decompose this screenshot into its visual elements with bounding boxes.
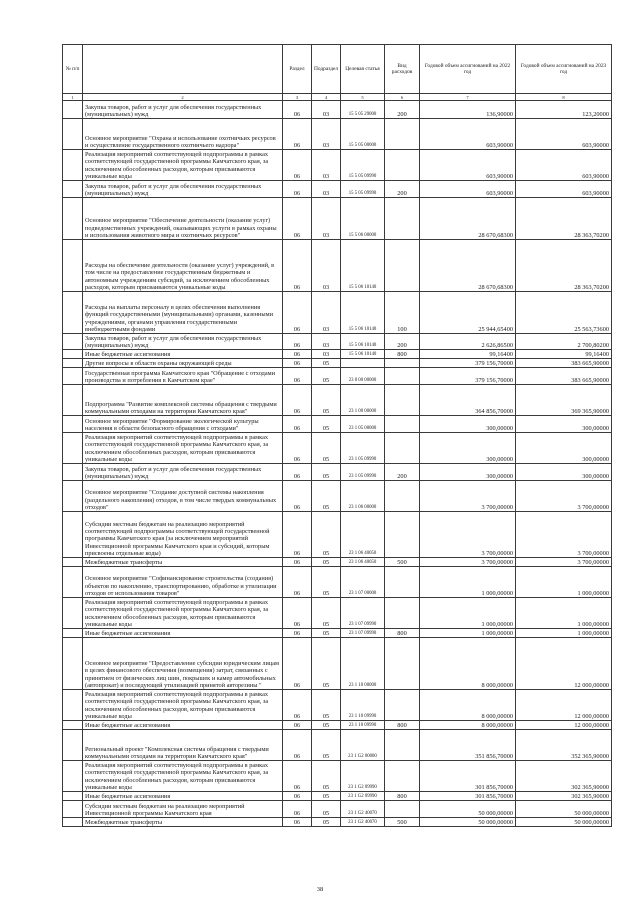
row-amount-2023: 123,20000 xyxy=(516,101,612,119)
row-target: 23 0 00 00000 xyxy=(341,368,385,385)
row-amount-2023: 603,90000 xyxy=(516,150,612,181)
row-subsection: 05 xyxy=(312,690,341,721)
row-section: 06 xyxy=(283,292,312,334)
table-row xyxy=(63,198,612,240)
row-target: 15 5 05 00000 xyxy=(341,119,385,150)
header-2023: Годовой объем ассигнований на 2023 год xyxy=(516,45,612,94)
table-row xyxy=(63,558,612,567)
row-amount-2023: 352 365,90000 xyxy=(516,730,612,761)
row-amount-2023: 302 365,90000 xyxy=(516,761,612,792)
column-number-row xyxy=(63,94,612,101)
row-section: 06 xyxy=(283,512,312,558)
row-target: 23 1 G2 09990 xyxy=(341,761,385,792)
table-row xyxy=(63,292,612,334)
row-section: 06 xyxy=(283,761,312,792)
row-target: 15 5 06 00000 xyxy=(341,198,385,240)
header-target: Целевая статья xyxy=(341,45,385,94)
table-row xyxy=(63,334,612,350)
row-target: 15 5 06 10140 xyxy=(341,292,385,334)
row-amount-2023: 3 700,00000 xyxy=(516,558,612,567)
row-amount-2023: 603,90000 xyxy=(516,181,612,198)
table-row xyxy=(63,119,612,150)
row-amount-2022: 99,16400 xyxy=(420,350,516,359)
row-num xyxy=(63,558,83,567)
row-amount-2023: 2 700,80200 xyxy=(516,334,612,350)
table-row xyxy=(63,368,612,385)
row-num xyxy=(63,368,83,385)
row-target: 23 1 05 09990 xyxy=(341,433,385,464)
row-section: 06 xyxy=(283,801,312,818)
row-section: 06 xyxy=(283,792,312,801)
colnum: 7 xyxy=(420,94,516,101)
row-exptype xyxy=(385,359,420,368)
row-exptype: 500 xyxy=(385,558,420,567)
row-amount-2023: 12 000,00000 xyxy=(516,690,612,721)
row-amount-2023: 3 700,00000 xyxy=(516,481,612,512)
row-name: Иные бюджетные ассигнования xyxy=(83,792,283,801)
row-num xyxy=(63,761,83,792)
row-name: Подпрограмма "Развитие комплексной системы обращения с твердыми коммунальными отходами на территории Камчатского края" xyxy=(83,385,283,416)
row-subsection: 05 xyxy=(312,368,341,385)
row-exptype xyxy=(385,730,420,761)
row-amount-2023: 28 363,70200 xyxy=(516,198,612,240)
row-num xyxy=(63,629,83,638)
row-amount-2023: 300,00000 xyxy=(516,464,612,481)
table-row xyxy=(63,512,612,558)
row-section: 06 xyxy=(283,119,312,150)
row-num xyxy=(63,150,83,181)
row-subsection: 05 xyxy=(312,792,341,801)
header-exptype: Вид расходов xyxy=(385,45,420,94)
row-target: 15 5 06 10140 xyxy=(341,334,385,350)
row-num xyxy=(63,385,83,416)
row-amount-2022: 301 856,70000 xyxy=(420,761,516,792)
row-amount-2022: 300,00000 xyxy=(420,464,516,481)
row-name: Реализация мероприятий соответствующей подпрограммы в рамках соответствующей государственной программы Камчатского края, за исключением обособленных расходов, которым присваиваются уникальные коды xyxy=(83,150,283,181)
row-section: 06 xyxy=(283,629,312,638)
table-row xyxy=(63,101,612,119)
table-row xyxy=(63,730,612,761)
row-target: 15 5 05 29000 xyxy=(341,101,385,119)
row-subsection: 03 xyxy=(312,334,341,350)
row-name: Государственная программа Камчатского края "Обращение с отходами производства и потребления в Камчатском крае" xyxy=(83,368,283,385)
row-amount-2023: 369 365,90000 xyxy=(516,385,612,416)
row-amount-2022: 603,90000 xyxy=(420,181,516,198)
row-exptype xyxy=(385,368,420,385)
row-section: 06 xyxy=(283,433,312,464)
row-subsection: 05 xyxy=(312,567,341,598)
row-subsection: 05 xyxy=(312,730,341,761)
row-num xyxy=(63,567,83,598)
row-amount-2023: 302 365,90000 xyxy=(516,792,612,801)
row-exptype: 200 xyxy=(385,101,420,119)
row-target: 23 1 00 00000 xyxy=(341,385,385,416)
row-amount-2022: 2 626,86500 xyxy=(420,334,516,350)
row-amount-2022: 3 700,00000 xyxy=(420,481,516,512)
row-exptype xyxy=(385,567,420,598)
row-subsection: 03 xyxy=(312,350,341,359)
row-exptype xyxy=(385,481,420,512)
row-target: 23 1 10 09990 xyxy=(341,721,385,730)
row-subsection: 03 xyxy=(312,292,341,334)
row-amount-2023: 99,16400 xyxy=(516,350,612,359)
row-amount-2022: 8 000,00000 xyxy=(420,638,516,690)
row-section: 06 xyxy=(283,721,312,730)
row-exptype xyxy=(385,801,420,818)
row-exptype xyxy=(385,385,420,416)
row-num xyxy=(63,792,83,801)
row-subsection: 03 xyxy=(312,198,341,240)
row-subsection: 03 xyxy=(312,119,341,150)
row-amount-2023: 603,90000 xyxy=(516,119,612,150)
table-row xyxy=(63,598,612,629)
table-row xyxy=(63,350,612,359)
row-name: Иные бюджетные ассигнования xyxy=(83,350,283,359)
row-amount-2023: 1 000,00000 xyxy=(516,629,612,638)
row-target: 15 5 05 09990 xyxy=(341,150,385,181)
row-name: Субсидии местным бюджетам на реализацию мероприятий соответствующей подпрограммы соответствующей государственной программы Камчатского края (за исключением мероприятий Инвестиционной программы Камчатского края и субсидий, которым присвоены отдельные коды) xyxy=(83,512,283,558)
row-exptype xyxy=(385,761,420,792)
row-amount-2023: 12 000,00000 xyxy=(516,638,612,690)
row-section: 06 xyxy=(283,334,312,350)
row-name: Региональный проект "Комплексная система обращения с твердыми коммунальными отходами на территории Камчатского края" xyxy=(83,730,283,761)
table-row xyxy=(63,721,612,730)
header-subsection: Подраздел xyxy=(312,45,341,94)
row-name: Расходы на выплаты персоналу в целях обеспечения выполнения функций государственными (муниципальными) органами, казенными учреждениями, органами управления государственными внебюджетными фондами xyxy=(83,292,283,334)
row-exptype: 800 xyxy=(385,792,420,801)
row-amount-2022: 28 670,68300 xyxy=(420,198,516,240)
row-exptype: 200 xyxy=(385,464,420,481)
row-exptype xyxy=(385,198,420,240)
row-name: Межбюджетные трансферты xyxy=(83,818,283,827)
row-amount-2022: 1 000,00000 xyxy=(420,598,516,629)
row-subsection: 05 xyxy=(312,481,341,512)
colnum: 1 xyxy=(63,94,83,101)
row-num xyxy=(63,730,83,761)
row-exptype: 100 xyxy=(385,292,420,334)
row-name: Другие вопросы в области охраны окружающей среды xyxy=(83,359,283,368)
table-row xyxy=(63,818,612,827)
row-section: 06 xyxy=(283,638,312,690)
row-subsection: 05 xyxy=(312,558,341,567)
row-num xyxy=(63,512,83,558)
header-num: № п/п xyxy=(63,45,83,94)
row-subsection: 03 xyxy=(312,150,341,181)
table-row xyxy=(63,359,612,368)
row-amount-2022: 379 156,70000 xyxy=(420,359,516,368)
row-num xyxy=(63,334,83,350)
row-amount-2022: 8 000,00000 xyxy=(420,721,516,730)
row-amount-2022: 300,00000 xyxy=(420,433,516,464)
row-amount-2023: 12 000,00000 xyxy=(516,721,612,730)
table-row xyxy=(63,416,612,433)
row-exptype xyxy=(385,598,420,629)
colnum: 6 xyxy=(385,94,420,101)
row-num xyxy=(63,181,83,198)
row-section: 06 xyxy=(283,690,312,721)
row-exptype xyxy=(385,416,420,433)
row-name: Закупка товаров, работ и услуг для обеспечения государственных (муниципальных) нужд xyxy=(83,464,283,481)
row-subsection: 05 xyxy=(312,512,341,558)
table-row xyxy=(63,801,612,818)
row-name: Основное мероприятие "Создание доступной системы накопления (раздельного накопления) отходов, в том числе твердых коммунальных отходов" xyxy=(83,481,283,512)
row-exptype xyxy=(385,240,420,292)
row-amount-2023: 383 665,90000 xyxy=(516,359,612,368)
row-num xyxy=(63,101,83,119)
row-num xyxy=(63,416,83,433)
colnum: 3 xyxy=(283,94,312,101)
row-subsection: 05 xyxy=(312,761,341,792)
row-name: Реализация мероприятий соответствующей подпрограммы в рамках соответствующей государственной программы Камчатского края, за исключением обособленных расходов, которым присваиваются уникальные коды xyxy=(83,598,283,629)
row-subsection: 03 xyxy=(312,181,341,198)
row-name: Расходы на обеспечение деятельности (оказание услуг) учреждений, в том числе на предоставление государственным бюджетным и автономным учреждениям субсидий, за исключением обособленных расходов, которым присваиваются уникальные коды xyxy=(83,240,283,292)
row-section: 06 xyxy=(283,101,312,119)
table-row xyxy=(63,433,612,464)
row-num xyxy=(63,721,83,730)
row-amount-2022: 364 856,70000 xyxy=(420,385,516,416)
row-target: 23 1 07 00000 xyxy=(341,567,385,598)
row-exptype xyxy=(385,119,420,150)
row-num xyxy=(63,433,83,464)
row-section: 06 xyxy=(283,598,312,629)
table-row xyxy=(63,629,612,638)
row-num xyxy=(63,119,83,150)
row-amount-2022: 379 156,70000 xyxy=(420,368,516,385)
row-name: Основное мероприятие "Предоставление субсидии юридическим лицам в целях финансового обеспечения (возмещения) затрат, связанных с принятием от физических лиц шин, покрышек и камер автомобильных (автопрокат) и последующей утилизацией принятой авторезины " xyxy=(83,638,283,690)
row-num xyxy=(63,240,83,292)
row-exptype xyxy=(385,690,420,721)
row-name: Иные бюджетные ассигнования xyxy=(83,629,283,638)
row-amount-2022: 50 000,00000 xyxy=(420,801,516,818)
row-target: 23 1 G2 40070 xyxy=(341,801,385,818)
row-amount-2022: 50 000,00000 xyxy=(420,818,516,827)
row-num xyxy=(63,350,83,359)
row-exptype: 800 xyxy=(385,350,420,359)
row-target: 15 5 05 09990 xyxy=(341,181,385,198)
row-section: 06 xyxy=(283,567,312,598)
colnum: 5 xyxy=(341,94,385,101)
row-amount-2022: 1 000,00000 xyxy=(420,567,516,598)
row-amount-2022: 1 000,00000 xyxy=(420,629,516,638)
row-subsection: 05 xyxy=(312,359,341,368)
row-section: 06 xyxy=(283,558,312,567)
table-row xyxy=(63,638,612,690)
row-section: 06 xyxy=(283,481,312,512)
row-amount-2023: 50 000,00000 xyxy=(516,818,612,827)
row-subsection: 05 xyxy=(312,801,341,818)
header-section: Раздел xyxy=(283,45,312,94)
row-target: 23 1 10 09990 xyxy=(341,690,385,721)
row-amount-2022: 351 856,70000 xyxy=(420,730,516,761)
row-amount-2023: 28 363,70200 xyxy=(516,240,612,292)
table-header xyxy=(63,45,612,101)
row-subsection: 05 xyxy=(312,721,341,730)
row-target xyxy=(341,359,385,368)
row-exptype xyxy=(385,150,420,181)
row-amount-2023: 25 563,73600 xyxy=(516,292,612,334)
row-target: 23 1 06 40050 xyxy=(341,512,385,558)
row-target: 23 1 G2 40070 xyxy=(341,818,385,827)
row-exptype: 200 xyxy=(385,334,420,350)
header-2022: Годовой объем ассигнований на 2022 год xyxy=(420,45,516,94)
row-target: 15 5 06 10140 xyxy=(341,240,385,292)
row-num xyxy=(63,690,83,721)
row-amount-2022: 301 856,70000 xyxy=(420,792,516,801)
row-amount-2023: 383 665,90000 xyxy=(516,368,612,385)
row-exptype: 800 xyxy=(385,629,420,638)
row-exptype: 500 xyxy=(385,818,420,827)
row-amount-2022: 28 670,68300 xyxy=(420,240,516,292)
row-section: 06 xyxy=(283,350,312,359)
row-subsection: 05 xyxy=(312,433,341,464)
row-section: 06 xyxy=(283,818,312,827)
colnum: 2 xyxy=(83,94,283,101)
table-row xyxy=(63,464,612,481)
row-section: 06 xyxy=(283,181,312,198)
row-section: 06 xyxy=(283,240,312,292)
row-target: 23 1 06 00000 xyxy=(341,481,385,512)
page-number: 38 xyxy=(316,886,324,893)
row-target: 23 1 G2 09990 xyxy=(341,792,385,801)
row-amount-2023: 300,00000 xyxy=(516,433,612,464)
row-num xyxy=(63,481,83,512)
table-row xyxy=(63,181,612,198)
row-name: Субсидии местным бюджетам на реализацию мероприятий Инвестиционной программы Камчатского края xyxy=(83,801,283,818)
row-num xyxy=(63,801,83,818)
row-target: 23 1 G2 00000 xyxy=(341,730,385,761)
row-exptype xyxy=(385,433,420,464)
row-num xyxy=(63,292,83,334)
table-row xyxy=(63,385,612,416)
row-num xyxy=(63,464,83,481)
row-amount-2023: 50 000,00000 xyxy=(516,801,612,818)
row-section: 06 xyxy=(283,368,312,385)
row-section: 06 xyxy=(283,150,312,181)
row-target: 23 1 07 09990 xyxy=(341,598,385,629)
row-name: Закупка товаров, работ и услуг для обеспечения государственных (муниципальных) нужд xyxy=(83,101,283,119)
row-subsection: 05 xyxy=(312,416,341,433)
row-subsection: 05 xyxy=(312,385,341,416)
row-amount-2023: 300,00000 xyxy=(516,416,612,433)
row-subsection: 03 xyxy=(312,101,341,119)
row-section: 06 xyxy=(283,198,312,240)
row-name: Основное мероприятие "Формирование экологической культуры населения в области безопасного обращения с отходами" xyxy=(83,416,283,433)
colnum: 8 xyxy=(516,94,612,101)
table-row xyxy=(63,150,612,181)
row-amount-2022: 300,00000 xyxy=(420,416,516,433)
row-section: 06 xyxy=(283,730,312,761)
row-name: Основное мероприятие "Софинансирование строительства (создания) объектов по накоплению, транспортированию, обработке и утилизации отходов от использования товаров" xyxy=(83,567,283,598)
table-row xyxy=(63,567,612,598)
row-subsection: 05 xyxy=(312,638,341,690)
row-section: 06 xyxy=(283,359,312,368)
row-name: Основное мероприятие "Обеспечение деятельности (оказание услуг) подведомственных учреждений, оказывающих услуги в рамках охраны и использования животного мира и охотничьих ресурсов" xyxy=(83,198,283,240)
row-subsection: 05 xyxy=(312,464,341,481)
row-num xyxy=(63,638,83,690)
row-amount-2022: 8 000,00000 xyxy=(420,690,516,721)
row-num xyxy=(63,359,83,368)
row-subsection: 05 xyxy=(312,629,341,638)
row-target: 23 1 10 00000 xyxy=(341,638,385,690)
row-amount-2023: 3 700,00000 xyxy=(516,512,612,558)
table-row xyxy=(63,792,612,801)
row-target: 23 1 07 09990 xyxy=(341,629,385,638)
row-name: Основное мероприятие "Охрана и использование охотничьих ресурсов и осуществление государственного охотничьего надзора" xyxy=(83,119,283,150)
row-name: Реализация мероприятий соответствующей подпрограммы в рамках соответствующей государственной программы Камчатского края, за исключением обособленных расходов, которым присваиваются уникальные коды xyxy=(83,433,283,464)
table-row xyxy=(63,690,612,721)
row-subsection: 05 xyxy=(312,818,341,827)
row-name: Реализация мероприятий соответствующей подпрограммы в рамках соответствующей государственной программы Камчатского края, за исключением обособленных расходов, которым присваиваются уникальные коды xyxy=(83,761,283,792)
row-num xyxy=(63,198,83,240)
row-exptype: 200 xyxy=(385,181,420,198)
table-row xyxy=(63,240,612,292)
colnum: 4 xyxy=(312,94,341,101)
table-row xyxy=(63,481,612,512)
row-section: 06 xyxy=(283,464,312,481)
row-subsection: 03 xyxy=(312,240,341,292)
row-num xyxy=(63,818,83,827)
row-target: 23 1 06 40050 xyxy=(341,558,385,567)
row-amount-2023: 1 000,00000 xyxy=(516,598,612,629)
row-section: 06 xyxy=(283,416,312,433)
row-exptype xyxy=(385,512,420,558)
row-amount-2022: 136,90000 xyxy=(420,101,516,119)
budget-table xyxy=(62,44,612,827)
row-name: Межбюджетные трансферты xyxy=(83,558,283,567)
row-exptype xyxy=(385,638,420,690)
row-target: 15 5 06 10140 xyxy=(341,350,385,359)
row-target: 23 1 05 00000 xyxy=(341,416,385,433)
row-exptype: 800 xyxy=(385,721,420,730)
row-subsection: 05 xyxy=(312,598,341,629)
row-num xyxy=(63,598,83,629)
row-name: Закупка товаров, работ и услуг для обеспечения государственных (муниципальных) нужд xyxy=(83,181,283,198)
row-amount-2023: 1 000,00000 xyxy=(516,567,612,598)
row-section: 06 xyxy=(283,385,312,416)
table-body xyxy=(63,101,612,827)
row-amount-2022: 3 700,00000 xyxy=(420,558,516,567)
row-amount-2022: 3 700,00000 xyxy=(420,512,516,558)
row-target: 23 1 05 09990 xyxy=(341,464,385,481)
row-name: Иные бюджетные ассигнования xyxy=(83,721,283,730)
table-row xyxy=(63,761,612,792)
row-amount-2022: 25 944,65400 xyxy=(420,292,516,334)
header-name xyxy=(83,45,283,94)
row-amount-2022: 603,90000 xyxy=(420,119,516,150)
row-name: Реализация мероприятий соответствующей подпрограммы в рамках соответствующей государственной программы Камчатского края, за исключением обособленных расходов, которым присваиваются уникальные коды xyxy=(83,690,283,721)
row-name: Закупка товаров, работ и услуг для обеспечения государственных (муниципальных) нужд xyxy=(83,334,283,350)
row-amount-2022: 603,90000 xyxy=(420,150,516,181)
